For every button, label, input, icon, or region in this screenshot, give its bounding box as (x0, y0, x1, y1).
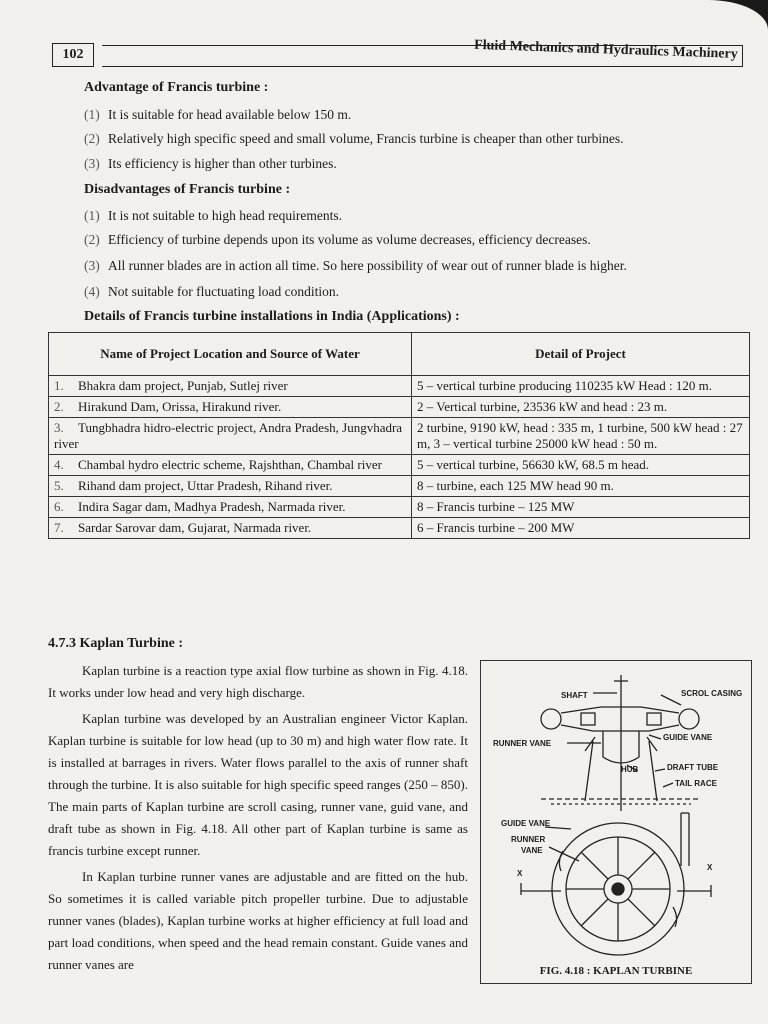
label-shaft: SHAFT (561, 691, 588, 700)
label-x-left: X (517, 869, 523, 878)
label-guide-vane-top: GUIDE VANE (663, 733, 713, 742)
table-row: 2. Hirakund Dam, Orissa, Hirakund river. 2 – Vertical turbine, 23536 kW and head : 23 m. (49, 397, 750, 418)
advantage-item: (1) It is suitable for head available below 150 m. (84, 107, 352, 122)
table-header-row (49, 333, 750, 376)
label-tail-race: TAIL RACE (675, 779, 717, 788)
kaplan-turbine-diagram (481, 661, 751, 961)
kaplan-turbine-figure (480, 660, 752, 984)
table-row: 5. Rihand dam project, Uttar Pradesh, Rihand river. 8 – turbine, each 125 MW head 90 m. (49, 476, 750, 497)
table-row: 1. Bhakra dam project, Punjab, Sutlej river 5 – vertical turbine producing 110235 kW Head : 120 m. (49, 376, 750, 397)
paragraph: Kaplan turbine was developed by an Australian engineer Victor Kaplan. Kaplan turbine is suitable for low head (up to 30 m) and high water flow rate. It is installed at barrages in rivers. Water flows parallel to the axis of runner shaft through the turbine. It is also suitable for high specific speed ranges (250 – 850). The main parts of Kaplan turbine are scroll casing, runner vane, guid vane, and draft tube as shown in Fig. 4.18. All other part of Kaplan turbine is same as francis turbine except runner. (48, 711, 468, 858)
kaplan-heading: 4.7.3 Kaplan Turbine : (48, 636, 183, 651)
disadvantage-item: (1) It is not suitable to high head requirements. (84, 208, 342, 223)
label-scrol-casing: SCROL CASING (681, 689, 743, 698)
advantages-heading: Advantage of Francis turbine : (84, 80, 269, 95)
label-x-right: X (707, 863, 713, 872)
label-runner-bottom: RUNNER (511, 835, 546, 844)
col-header-detail: Detail of Project (412, 333, 750, 376)
label-draft-tube: DRAFT TUBE (667, 763, 719, 772)
installations-table (48, 332, 750, 539)
advantage-item: (3) Its efficiency is higher than other turbines. (84, 156, 337, 171)
label-vane-bottom: VANE (521, 846, 543, 855)
table-row: 4. Chambal hydro electric scheme, Rajshthan, Chambal river 5 – vertical turbine, 56630 kW, 68.5 m head. (49, 455, 750, 476)
figure-caption: FIG. 4.18 : KAPLAN TURBINE (539, 965, 693, 977)
table-row: 6. Indira Sagar dam, Madhya Pradesh, Narmada river. 8 – Francis turbine – 125 MW (49, 497, 750, 518)
disadvantage-item: (4) Not suitable for fluctuating load condition. (84, 284, 339, 299)
disadvantage-item: (2) Efficiency of turbine depends upon its volume as volume decreases, efficiency decreases. (84, 232, 591, 247)
page-number: 102 (52, 43, 94, 67)
installations-heading: Details of Francis turbine installations in India (Applications) : (84, 309, 460, 324)
disadvantages-heading: Disadvantages of Francis turbine : (84, 182, 291, 197)
table-row: 3. Tungbhadra hidro-electric project, Andra Pradesh, Jungvhadra river 2 turbine, 9190 kW, head : 335 m, 1 turbine, 500 kW head : 27 m, 3 – vertical turbine 25000 kW head : 50 m. (49, 418, 750, 455)
paragraph: Kaplan turbine is a reaction type axial flow turbine as shown in Fig. 4.18. It works under low head and very high discharge. (48, 663, 468, 700)
paragraph: In Kaplan turbine runner vanes are adjustable and are fitted on the hub. So sometimes it is called variable pitch propeller turbine. Due to adjustable runner vanes (blades), Kaplan turbine works at higher efficiency at full load and part load conditions, when speed and the head remain constant. Guide vanes and runner vanes are (48, 869, 468, 972)
disadvantage-item: (3) All runner blades are in action all time. So here possibility of wear out of runner blade is higher. (84, 258, 627, 273)
label-hub: HUB (621, 765, 639, 774)
advantage-item: (2) Relatively high specific speed and small volume, Francis turbine is cheaper than other turbines. (84, 131, 624, 146)
label-runner-vane: RUNNER VANE (493, 739, 552, 748)
col-header-project: Name of Project Location and Source of Water (49, 333, 412, 376)
table-row: 7. Sardar Sarovar dam, Gujarat, Narmada river. 6 – Francis turbine – 200 MW (49, 518, 750, 539)
kaplan-body (48, 660, 468, 980)
label-guide-vane-bottom: GUIDE VANE (501, 819, 551, 828)
book-title: Fluid Mechanics and Hydraulics Machinery (474, 37, 739, 62)
